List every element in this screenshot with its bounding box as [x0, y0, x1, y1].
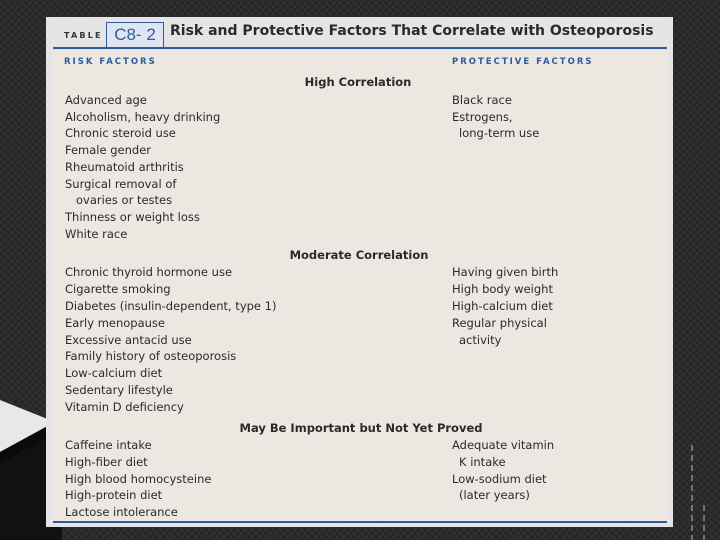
- table-number: C8- 2: [106, 22, 164, 48]
- dashed-line-decoration: [686, 445, 716, 540]
- protective-factor-item: long-term use: [459, 126, 540, 140]
- risk-factor-item: Caffeine intake: [65, 438, 152, 452]
- risk-factor-item: Vitamin D deficiency: [65, 400, 184, 414]
- risk-factor-item: Diabetes (insulin-dependent, type 1): [65, 298, 277, 313]
- protective-factor-item: K intake: [459, 455, 506, 469]
- protective-factor-item: High-calcium diet: [452, 298, 553, 313]
- risk-factor-item: High-protein diet: [65, 488, 163, 502]
- protective-factor-item: activity: [459, 332, 502, 347]
- risk-factor-item: High blood homocysteine: [65, 471, 212, 486]
- risk-factor-item: Excessive antacid use: [65, 332, 192, 347]
- title-rule: [53, 47, 667, 49]
- protective-factor-item: Black race: [452, 93, 512, 107]
- risk-factor-item: Low-calcium diet: [65, 366, 163, 380]
- section-heading: High Correlation: [304, 75, 412, 89]
- risk-factor-item: Rheumatoid arthritis: [65, 159, 184, 174]
- section-heading: Moderate Correlation: [289, 248, 429, 262]
- risk-factor-item: ovaries or testes: [76, 193, 173, 207]
- table-label: TABLE: [64, 31, 103, 40]
- risk-factor-item: Advanced age: [65, 93, 147, 107]
- risk-factor-item: Surgical removal of: [65, 176, 177, 191]
- protective-factor-item: Regular physical: [452, 316, 547, 330]
- risk-factor-item: Alcoholism, heavy drinking: [65, 109, 221, 124]
- table-title: Risk and Protective Factors That Correlate with Osteoporosis: [170, 23, 654, 39]
- protective-factor-item: (later years): [459, 488, 530, 502]
- protective-factor-item: Low-sodium diet: [452, 471, 547, 486]
- protective-factors-header: PROTECTIVE FACTORS: [452, 57, 594, 67]
- risk-factor-item: Chronic steroid use: [65, 126, 176, 140]
- protective-factor-item: High body weight: [452, 281, 553, 296]
- protective-factor-item: Estrogens,: [452, 109, 513, 124]
- risk-factor-item: White race: [65, 227, 128, 241]
- risk-factor-item: High-fiber diet: [65, 455, 148, 469]
- risk-factor-item: Cigarette smoking: [65, 281, 171, 296]
- risk-factor-item: Family history of osteoporosis: [65, 349, 237, 363]
- risk-factor-item: Thinness or weight loss: [65, 210, 200, 224]
- risk-factor-item: Chronic thyroid hormone use: [65, 265, 233, 279]
- protective-factor-item: Having given birth: [452, 265, 559, 279]
- risk-factor-item: Early menopause: [65, 316, 166, 330]
- protective-factor-item: Adequate vitamin: [452, 438, 555, 452]
- risk-factor-item: Lactose intolerance: [65, 505, 178, 519]
- risk-factor-item: Sedentary lifestyle: [65, 383, 173, 397]
- risk-factor-item: Female gender: [65, 143, 152, 157]
- bottom-rule: [53, 521, 667, 523]
- section-heading: May Be Important but Not Yet Proved: [239, 421, 483, 435]
- risk-factors-header: RISK FACTORS: [64, 57, 157, 67]
